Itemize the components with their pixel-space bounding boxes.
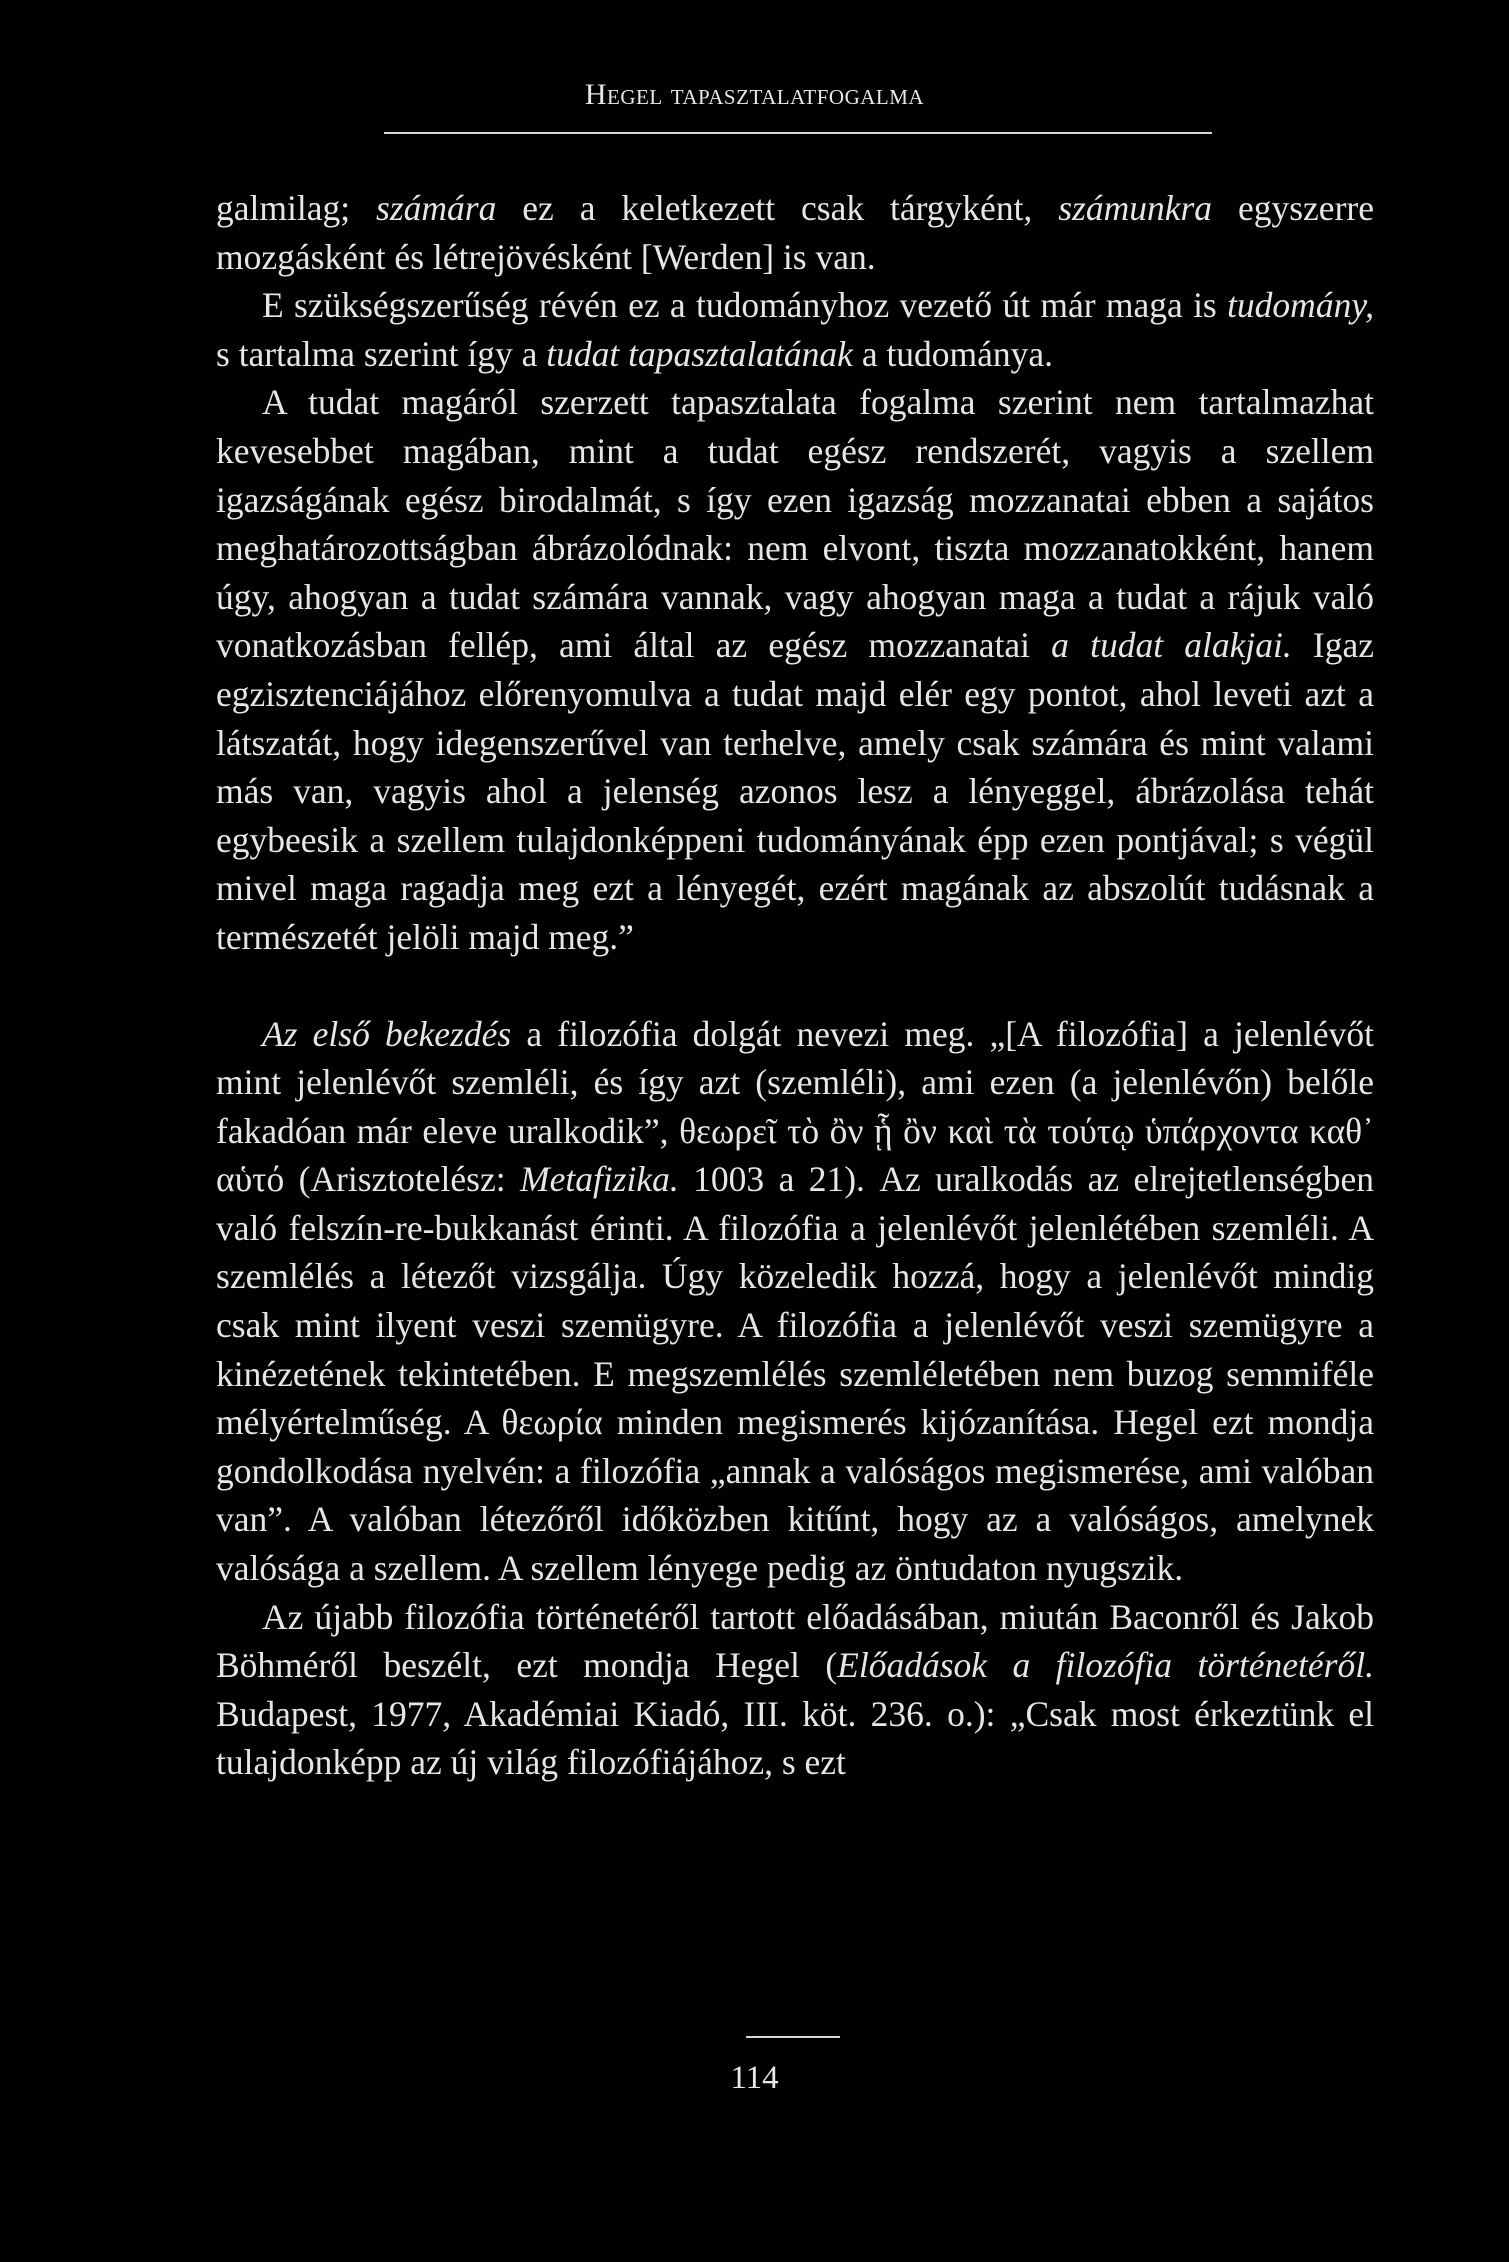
italic-run: számunkra (1058, 188, 1213, 228)
italic-run: Előadások a filozófia történetéről. (837, 1645, 1374, 1686)
italic-run: a tudat alakjai. (1051, 625, 1292, 666)
page-number: 114 (730, 2060, 779, 2096)
text-run: s tartalma szerint így a (216, 333, 547, 374)
text-run: 1003 a 21). Az uralkodás az elrejtetlenségben való felszín-re-bukkanást érinti. A filozófia a jelenlévőt jelenlétében szemléli. A szemlélés a létezőt vizsgálja. Úgy közeledik hozzá, hogy a jelenlévőt mindig csak mint ilyent veszi szemügyre. A filozófia a jelenlévőt veszi szemügyre a kinézetének tekintetében. E megszemlélés szemléletében nem buzog semmiféle mélyértelműség. A θεωρία minden megismerés kijózanítása. Hegel ezt mondja gondolkodása nyelvén: a filozófia „annak a valóságos megismerése, ami valóban van”. A valóban létezőről időközben kitűnt, hogy az a valóságos, amelynek valósága a szellem. A szellem lényege pedig az öntudaton nyugszik. (216, 1159, 1374, 1589)
text-run: Az újabb filozófia történetéről tartott előadásában, miután Baconről és Jakob Böhméről beszélt, ezt mondja Hegel ( (216, 1596, 1374, 1686)
paragraph (216, 281, 1374, 378)
text-run: Igaz egzisztenciájához előrenyomulva a tudat majd elér egy pontot, ahol leveti azt a látszatát, hogy idegenszerűvel van terhelve, amely csak számára és mint valami más van, vagyis ahol a jelenség azonos lesz a lényeggel, ábrázolása tehát egybeesik a szellem tulajdonképpeni tudományának épp ezen pontjával; s végül mivel maga ragadja meg ezt a lényegét, ezért magának az abszolút tudásnak a természetét jelöli majd meg.” (216, 625, 1374, 957)
running-head: Hegel tapasztalatfogalma (584, 78, 925, 111)
paragraph (216, 378, 1374, 961)
paragraph (216, 184, 1374, 281)
text-run: a filozófia dolgát nevezi meg. „[A filozófia] a jelenlévőt mint jelenlévőt szemléli, és így azt (szemléli), ami ezen (a jelenlévőn) belőle fakadóan már eleve uralkodik”, θεωρεῖ τὸ ὂν ᾗ ὂν καὶ τὰ τούτῳ ὑπάρχοντα καθ᾽ αὑτό (Arisztotelész: (216, 1013, 1375, 1200)
italic-run: tudat tapasztalatának (546, 333, 853, 374)
italic-run: Metafizika. (520, 1159, 679, 1200)
text-run: Budapest, 1977, Akadémiai Kiadó, III. köt. 236. o.): „Csak most érkeztünk el tulajdonképp az új világ filozófiájához, s ezt (216, 1693, 1374, 1783)
text-run: galmilag; (216, 188, 376, 228)
italic-run: számára (376, 188, 497, 228)
text-run: a tudománya. (852, 333, 1054, 374)
italic-run: Az első bekezdés (262, 1013, 512, 1054)
paragraph (216, 1593, 1374, 1787)
italic-run: tudomány, (1227, 285, 1374, 326)
header-rule (384, 132, 1212, 134)
text-run: egyszerre mozgásként és létrejövésként [Werden] is van. (216, 188, 1374, 277)
text-run: ez a keletkezett csak tárgyként, (496, 188, 1059, 228)
text-run: E szükségszerűség révén ez a tudományhoz vezető út már maga is (262, 285, 1228, 326)
body-text (216, 184, 1374, 1787)
paragraph (216, 1010, 1374, 1593)
text-run: A tudat magáról szerzett tapasztalata fogalma szerint nem tartalmazhat kevesebbet magában, mint a tudat egész rendszerét, vagyis a szellem igazságának egész birodalmát, s így ezen igazság mozzanatai ebben a sajátos meghatározottságban ábrázolódnak: nem elvont, tiszta mozzanatokként, hanem úgy, ahogyan a tudat számára vannak, vagy ahogyan maga a tudat a rájuk való vonatkozásban fellép, ami által az egész mozzanatai (216, 382, 1374, 666)
footer-rule (746, 2036, 840, 2038)
